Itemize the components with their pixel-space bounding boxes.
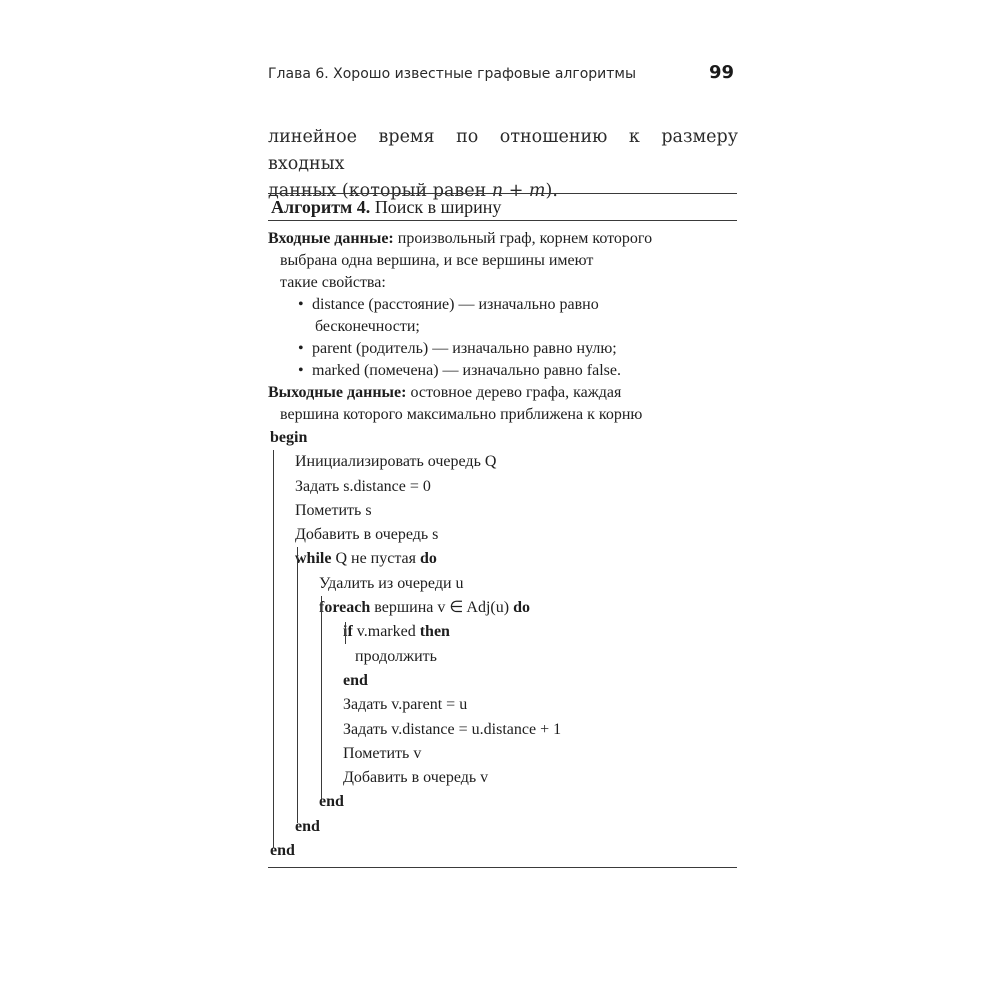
bullet-distance (268, 294, 737, 316)
plus-sign: + (503, 181, 529, 201)
input-text: произвольный граф, корнем которого (393, 230, 653, 247)
code-set-distance: Задать v.distance = u.distance + 1 (343, 720, 562, 738)
code-mark-v: Пометить v (343, 744, 422, 762)
kw-do: do (513, 599, 530, 617)
code-dequeue-u: Удалить из очереди u (319, 574, 464, 592)
intro-text: данных (который равен (268, 181, 492, 201)
block-bar-while (297, 547, 298, 823)
kw-end: end (319, 793, 344, 811)
code-enqueue-v: Добавить в очередь v (343, 769, 489, 787)
bullet-icon: • (298, 362, 304, 379)
code-set-parent: Задать v.parent = u (343, 696, 468, 714)
input-label: Входные данные: (268, 230, 394, 247)
output-text: остовное дерево графа, каждая (406, 384, 622, 401)
bullet-parent (268, 338, 737, 360)
var-n: n (491, 181, 504, 201)
code-foreach (268, 596, 737, 620)
algorithm-body (268, 221, 737, 863)
bullet-icon: • (298, 296, 304, 313)
code-end-foreach (268, 790, 737, 814)
var-m: m (528, 181, 546, 201)
output-label: Выходные данные: (268, 384, 407, 401)
code-end-while (268, 815, 737, 839)
running-header (268, 64, 738, 86)
bullet-text: distance (расстояние) — изначально равно (312, 296, 599, 313)
kw-end: end (270, 842, 295, 860)
input-line-1 (268, 228, 737, 250)
input-line-2: выбрана одна вершина, и все вершины имеют (280, 252, 594, 269)
kw-begin: begin (270, 429, 308, 446)
code-end-if (268, 669, 737, 693)
kw-foreach: foreach (319, 599, 371, 617)
block-bar-if (345, 622, 346, 644)
bottom-rule (268, 867, 737, 868)
kw-end: end (295, 817, 320, 835)
block-bar-foreach (321, 596, 322, 799)
block-bar-begin (273, 450, 274, 848)
kw-do: do (419, 550, 437, 568)
algorithm-number: Алгоритм 4. (271, 197, 371, 217)
kw-if: if (343, 623, 353, 641)
algorithm-name: Поиск в ширину (370, 197, 502, 217)
output-line-2: вершина которого максимально приближена к корню (280, 406, 643, 423)
code-begin (268, 426, 737, 450)
page-number: 99 (708, 62, 734, 83)
foreach-condition: вершина v ∈ Adj(u) (370, 599, 514, 617)
intro-text-end: ). (545, 181, 558, 201)
code-continue: продолжить (355, 647, 437, 665)
algorithm-title (268, 194, 737, 220)
code-end (268, 839, 737, 863)
bullet-text: parent (родитель) — изначально равно нулю; (312, 340, 617, 357)
code-set-s-distance: Задать s.distance = 0 (295, 477, 431, 495)
kw-while: while (295, 550, 332, 568)
intro-line-1: линейное время по отношению к размеру входных (268, 127, 738, 174)
if-condition: v.marked (352, 623, 420, 641)
kw-then: then (419, 623, 450, 641)
bullet-icon: • (298, 340, 304, 357)
pseudocode (268, 426, 737, 863)
code-init-queue: Инициализировать очередь Q (295, 453, 497, 471)
output-line-1 (268, 382, 737, 404)
input-line-3: такие свойства: (280, 274, 386, 291)
bullet-distance-cont: бесконечности; (315, 318, 420, 335)
code-if (268, 620, 737, 644)
kw-end: end (343, 671, 368, 689)
code-while (268, 547, 737, 571)
code-mark-s: Пометить s (295, 501, 372, 519)
bullet-marked (268, 360, 737, 382)
bullet-text: marked (помечена) — изначально равно false. (312, 362, 621, 379)
code-enqueue-s: Добавить в очередь s (295, 526, 439, 544)
chapter-title: Глава 6. Хорошо известные графовые алгоритмы (268, 66, 637, 82)
algorithm-box (268, 193, 737, 868)
while-condition: Q не пустая (331, 550, 420, 568)
